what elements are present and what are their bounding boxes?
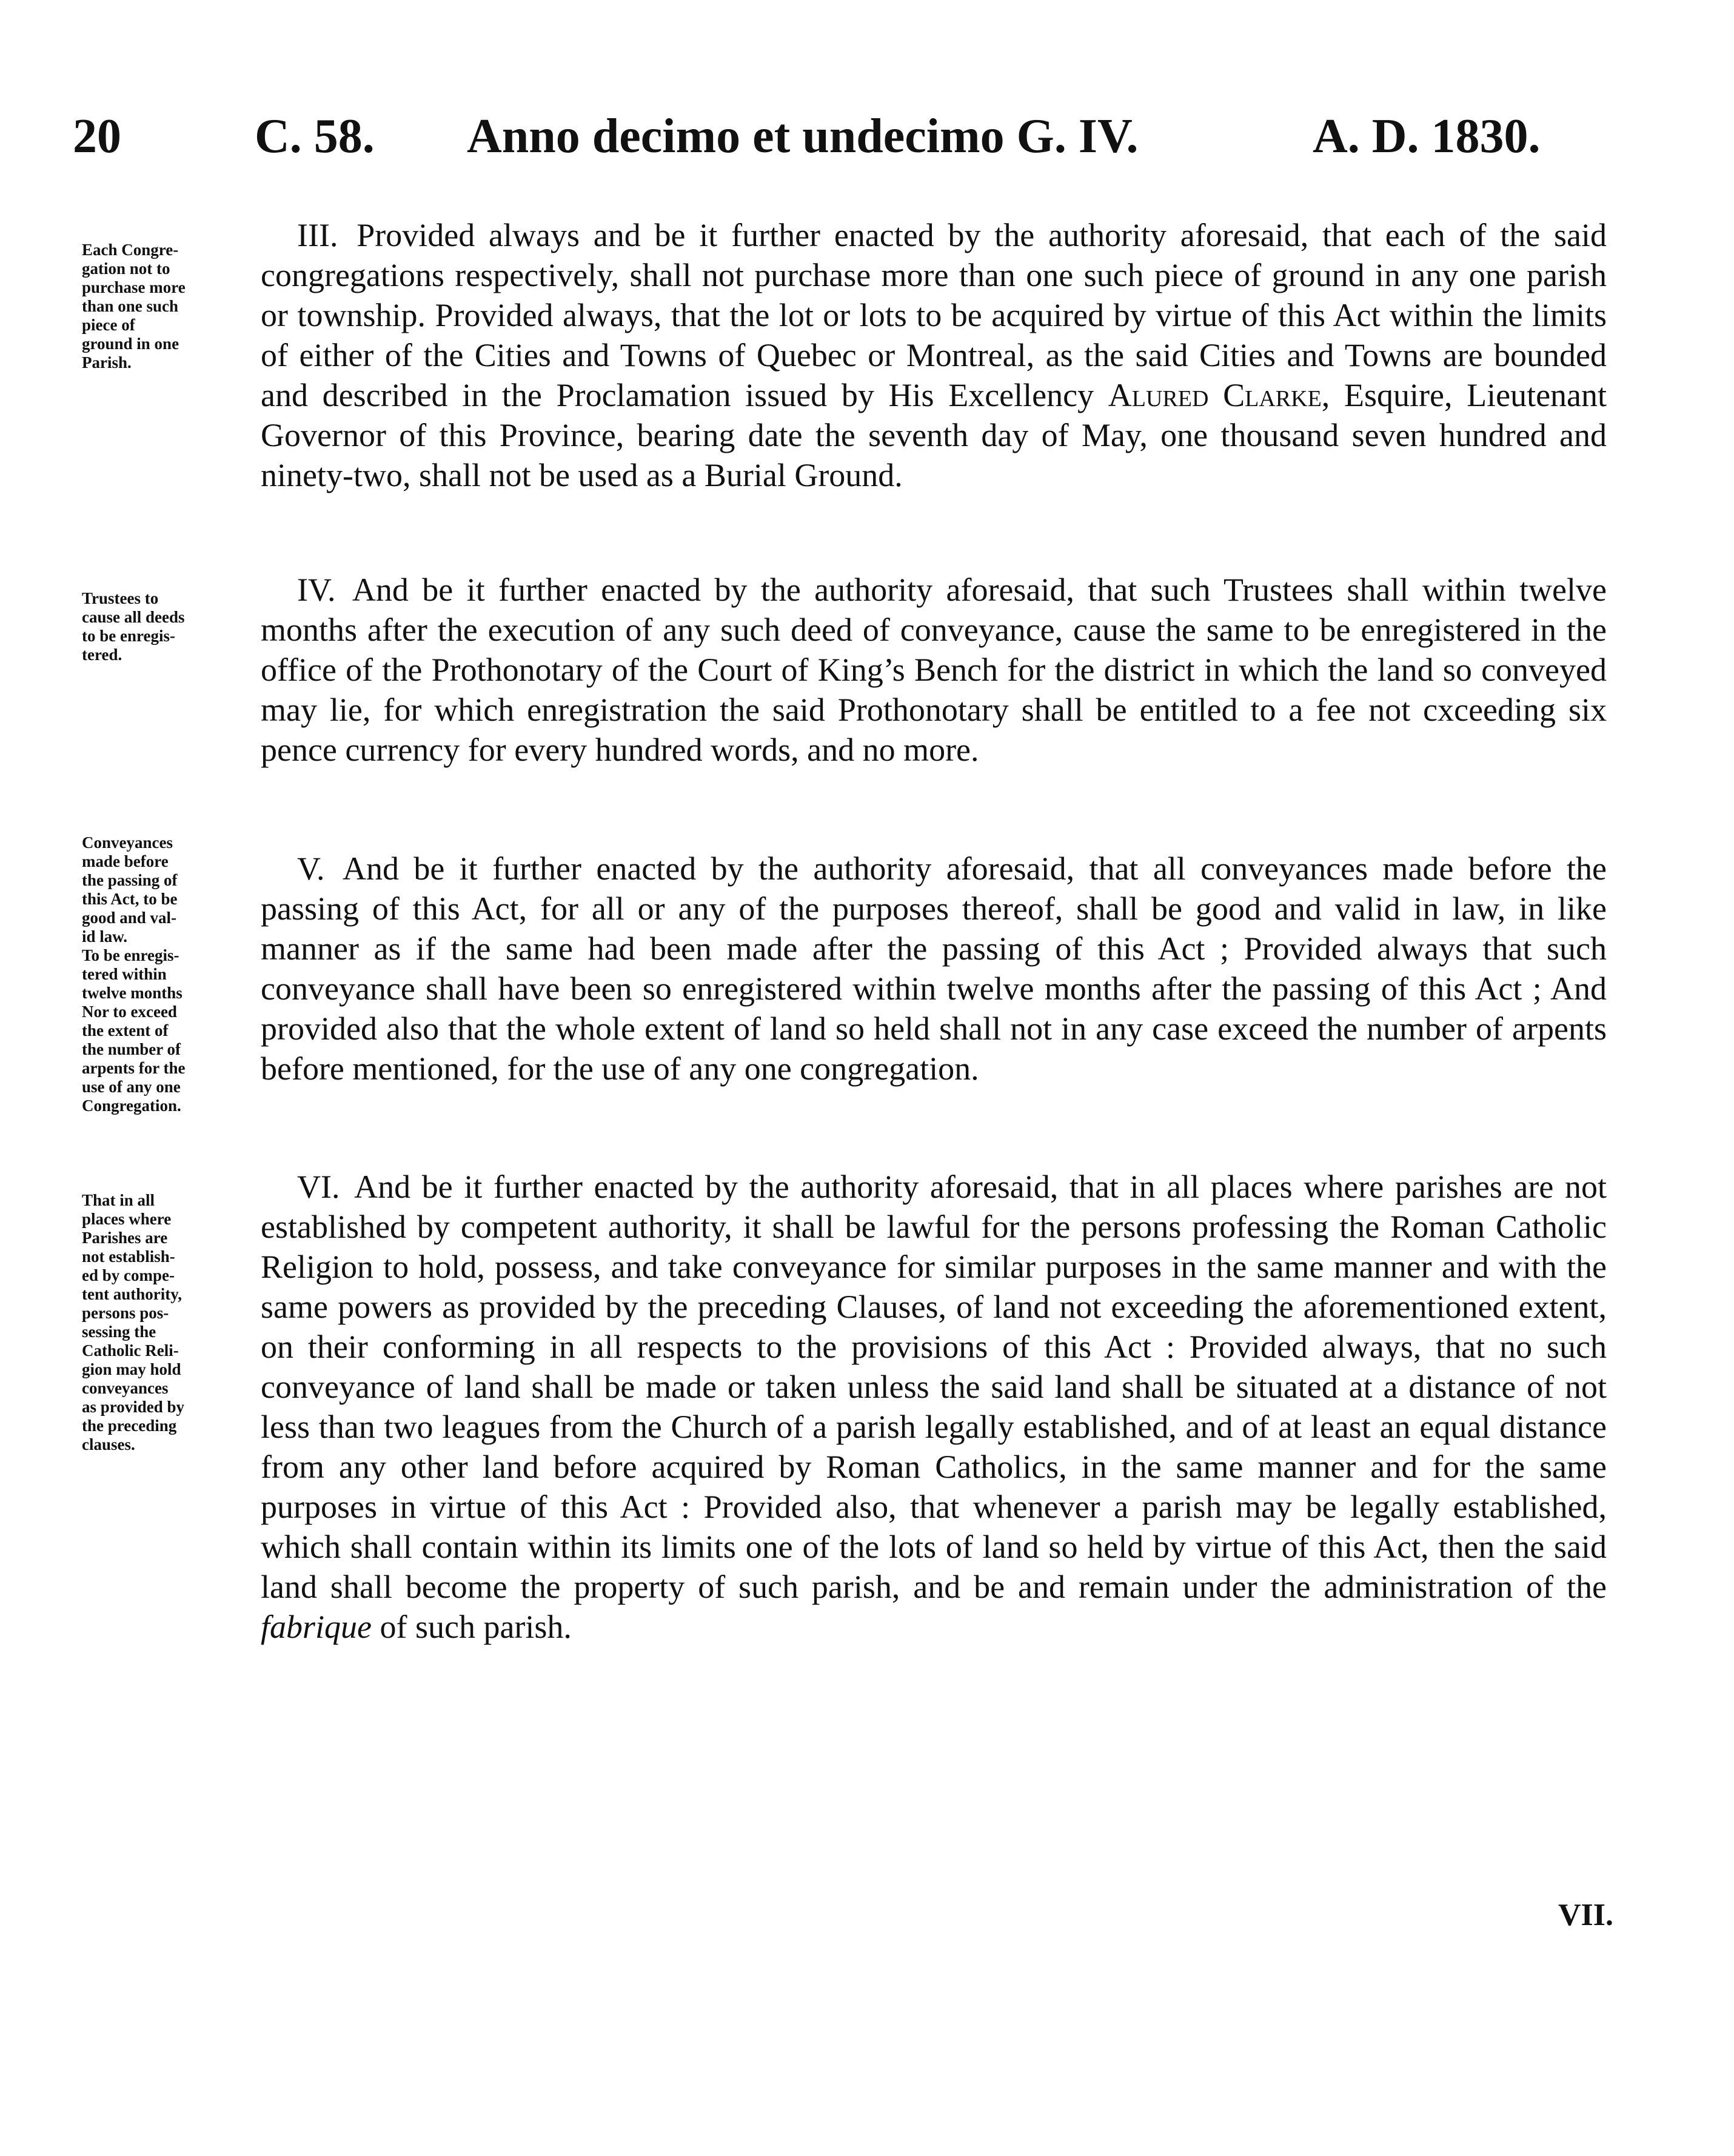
margin-note: That in all places where Parishes are not establish- ed by compe- tent authority, persons pos- sessing the Catholic Reli- gion may hold conveyances as provided by the preceding clauses. [82,1191,185,1453]
text-part: Esquire, Lieutenant Governor of this Province, bearing date the seventh day of May, one thousand seven hundred and ninety-two, shall not be used as a Burial Ground. [261,377,1607,493]
section-text [261,215,1607,495]
section-number: V. [297,850,325,887]
italic-term: fabrique [261,1609,372,1645]
header-date: A. D. 1830. [1313,110,1541,163]
text-part: of such parish. [380,1609,572,1645]
section-number: IV. [297,572,336,608]
page-number: 20 [73,110,121,163]
person-name: Alured Clarke, [1108,377,1330,413]
page-header [73,103,1613,170]
section-text [261,849,1607,1089]
margin-note: Trustees to cause all deeds to be enregis- tered. [82,589,185,664]
catchword: VII. [1558,1898,1614,1932]
section-number: III. [297,217,338,253]
running-title: Anno decimo et undecimo G. IV. [467,110,1139,163]
text-part: Provided always and be it further enacted by the authority aforesaid, that each of the said congregations respectively, shall not purchase more than one such piece of ground in any one parish or township. Provided always, that the lot or lots to be acquired by virtue of this Act within the limits of either of the Cities and Towns of Quebec or Montreal, as the said Cities and Towns are bounded and described in the Proclamation issued by His Excellency [261,217,1607,413]
section-text [261,570,1607,770]
chapter-number: C. 58. [255,110,375,163]
margin-note: Each Congre- gation not to purchase more than one such piece of ground in one Parish. [82,241,186,372]
text-part: And be it further enacted by the authority aforesaid, that all conveyances made before the passing of this Act, for all or any of the purposes thereof, shall be good and valid in law, in like manner as if the same had been made after the passing of this Act ; Provided always that such conveyance shall have been so enregistered within twelve months after the passing of this Act ; And provided also that the whole extent of land so held shall not in any case exceed the number of arpents before mentioned, for the use of any one congregation. [261,850,1607,1087]
section-number: VI. [297,1169,340,1205]
text-part: And be it further enacted by the authority aforesaid, that such Trustees shall within twelve months after the execution of any such deed of conveyance, cause the same to be enregistered in the office of the Prothonotary of the Court of King’s Bench for the district in which the land so conveyed may lie, for which enregistration the said Prothonotary shall be entitled to a fee not cxceeding six pence currency for every hundred words, and no more. [261,572,1607,768]
margin-note: Conveyances made before the passing of this Act, to be good and val- id law. To be enregis- tered within twelve months Nor to exceed the extent of the number of arpents for the use of any one Congregation. [82,833,186,1115]
text-part: And be it further enacted by the authority aforesaid, that in all places where parishes are not established by competent authority, it shall be lawful for the persons professing the Roman Catholic Religion to hold, possess, and take conveyance for similar purposes in the same manner and with the same powers as provided by the preceding Clauses, of land not exceeding the aforementioned extent, on their conforming in all respects to the provisions of this Act : Provided always, that no such conveyance of land shall be made or taken unless the said land shall be situated at a distance of not less than two leagues from the Church of a parish legally established, and of at least an equal distance from any other land before acquired by Roman Catholics, in the same manner and for the same purposes in virtue of this Act : Provided also, that whenever a parish may be legally established, which shall contain within its limits one of the lots of land so held by virtue of this Act, then the said land shall become the property of such parish, and be and remain under the administration of the [261,1169,1607,1605]
section-text [261,1167,1607,1647]
